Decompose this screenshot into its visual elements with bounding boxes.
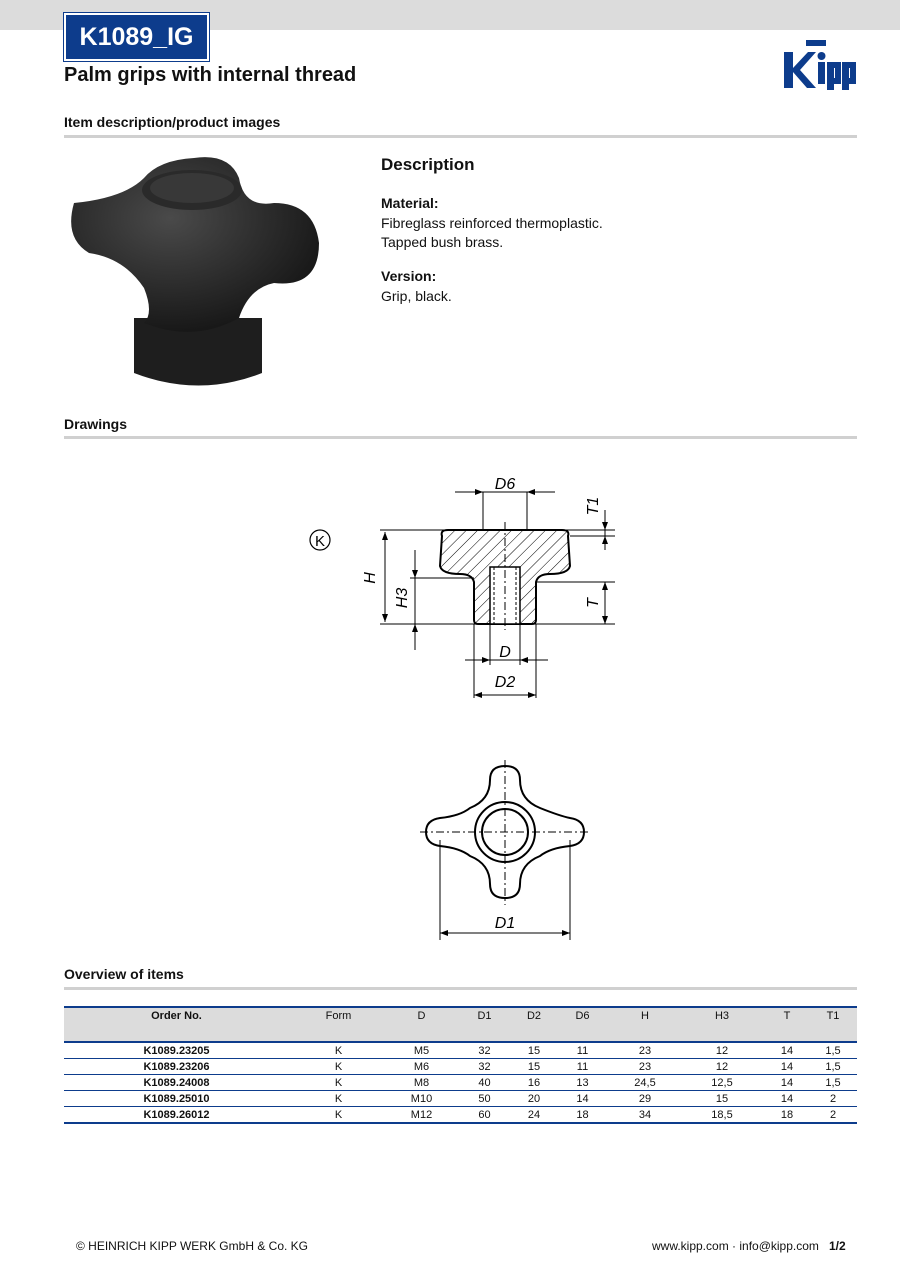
cell-form: K (289, 1042, 388, 1059)
cell-h: 23 (611, 1042, 679, 1059)
cell-d6: 18 (554, 1107, 611, 1124)
cell-t1: 1,5 (809, 1042, 857, 1059)
cell-form: K (289, 1091, 388, 1107)
cell-d2: 15 (514, 1059, 554, 1075)
label-t: T (585, 598, 602, 608)
cell-d: M10 (388, 1091, 455, 1107)
section-title-item-description: Item description/product images (64, 114, 281, 130)
cell-d1: 50 (455, 1091, 514, 1107)
cell-t: 14 (765, 1091, 809, 1107)
header-h3: H3 (679, 1007, 765, 1042)
table-row (64, 1107, 857, 1124)
section-divider (64, 987, 857, 990)
footer-copyright: © HEINRICH KIPP WERK GmbH & Co. KG (76, 1239, 308, 1253)
side-section-drawing (300, 470, 630, 700)
label-k: K (314, 533, 326, 550)
cell-d2: 20 (514, 1091, 554, 1107)
header-h: H (611, 1007, 679, 1042)
label-d: D (499, 644, 511, 661)
table-row (64, 1042, 857, 1059)
cell-d2: 15 (514, 1042, 554, 1059)
label-h3: H3 (394, 587, 411, 609)
top-view-drawing (420, 760, 590, 945)
label-t1: T1 (585, 496, 602, 516)
table-row (64, 1075, 857, 1091)
cell-t: 14 (765, 1059, 809, 1075)
cell-h: 29 (611, 1091, 679, 1107)
cell-d1: 32 (455, 1042, 514, 1059)
cell-d1: 60 (455, 1107, 514, 1124)
table-row (64, 1059, 857, 1075)
cell-d: M8 (388, 1075, 455, 1091)
cell-d2: 24 (514, 1107, 554, 1124)
cell-form: K (289, 1107, 388, 1124)
label-d1: D1 (494, 915, 516, 932)
cell-h: 24,5 (611, 1075, 679, 1091)
product-code-badge: K1089_IG (64, 13, 209, 61)
label-h: H (362, 572, 379, 584)
header-order-no: Order No. (64, 1007, 289, 1042)
cell-h3: 12 (679, 1042, 765, 1059)
section-divider (64, 436, 857, 439)
material-line-2: Tapped bush brass. (381, 234, 504, 250)
cell-t: 18 (765, 1107, 809, 1124)
header-d1: D1 (455, 1007, 514, 1042)
cell-order-no: K1089.23206 (64, 1059, 289, 1075)
label-d6: D6 (494, 476, 516, 493)
section-title-overview: Overview of items (64, 966, 184, 982)
cell-t1: 2 (809, 1107, 857, 1124)
cell-d6: 11 (554, 1042, 611, 1059)
page-title: Palm grips with internal thread (64, 64, 357, 86)
cell-t1: 1,5 (809, 1059, 857, 1075)
product-photo (64, 148, 322, 392)
header-t: T (765, 1007, 809, 1042)
cell-order-no: K1089.24008 (64, 1075, 289, 1091)
cell-order-no: K1089.23205 (64, 1042, 289, 1059)
cell-h3: 12 (679, 1059, 765, 1075)
header-d: D (388, 1007, 455, 1042)
table-header-row (64, 1007, 857, 1042)
cell-t: 14 (765, 1075, 809, 1091)
kipp-logo-icon (782, 38, 858, 92)
cell-form: K (289, 1075, 388, 1091)
cell-d6: 11 (554, 1059, 611, 1075)
cell-d6: 13 (554, 1075, 611, 1091)
cell-d1: 40 (455, 1075, 514, 1091)
description-heading: Description (381, 155, 475, 174)
section-divider (64, 135, 857, 138)
cell-t: 14 (765, 1042, 809, 1059)
header-d2: D2 (514, 1007, 554, 1042)
items-table (64, 1006, 857, 1124)
header-form: Form (289, 1007, 388, 1042)
cell-order-no: K1089.26012 (64, 1107, 289, 1124)
cell-h3: 15 (679, 1091, 765, 1107)
cell-h3: 12,5 (679, 1075, 765, 1091)
page-number: 1/2 (829, 1239, 846, 1253)
cell-order-no: K1089.25010 (64, 1091, 289, 1107)
material-line-1: Fibreglass reinforced thermoplastic. (381, 215, 603, 231)
header-d6: D6 (554, 1007, 611, 1042)
footer-contact-link[interactable]: www.kipp.com · info@kipp.com (652, 1239, 819, 1253)
version-text: Grip, black. (381, 288, 452, 304)
header-t1: T1 (809, 1007, 857, 1042)
cell-d6: 14 (554, 1091, 611, 1107)
cell-h3: 18,5 (679, 1107, 765, 1124)
material-label: Material: (381, 195, 439, 211)
cell-d2: 16 (514, 1075, 554, 1091)
cell-d: M6 (388, 1059, 455, 1075)
cell-d: M5 (388, 1042, 455, 1059)
table-row (64, 1091, 857, 1107)
cell-h: 23 (611, 1059, 679, 1075)
cell-form: K (289, 1059, 388, 1075)
cell-d1: 32 (455, 1059, 514, 1075)
cell-t1: 2 (809, 1091, 857, 1107)
cell-d: M12 (388, 1107, 455, 1124)
cell-t1: 1,5 (809, 1075, 857, 1091)
label-d2: D2 (494, 674, 516, 691)
cell-h: 34 (611, 1107, 679, 1124)
version-label: Version: (381, 268, 437, 284)
section-title-drawings: Drawings (64, 416, 128, 432)
